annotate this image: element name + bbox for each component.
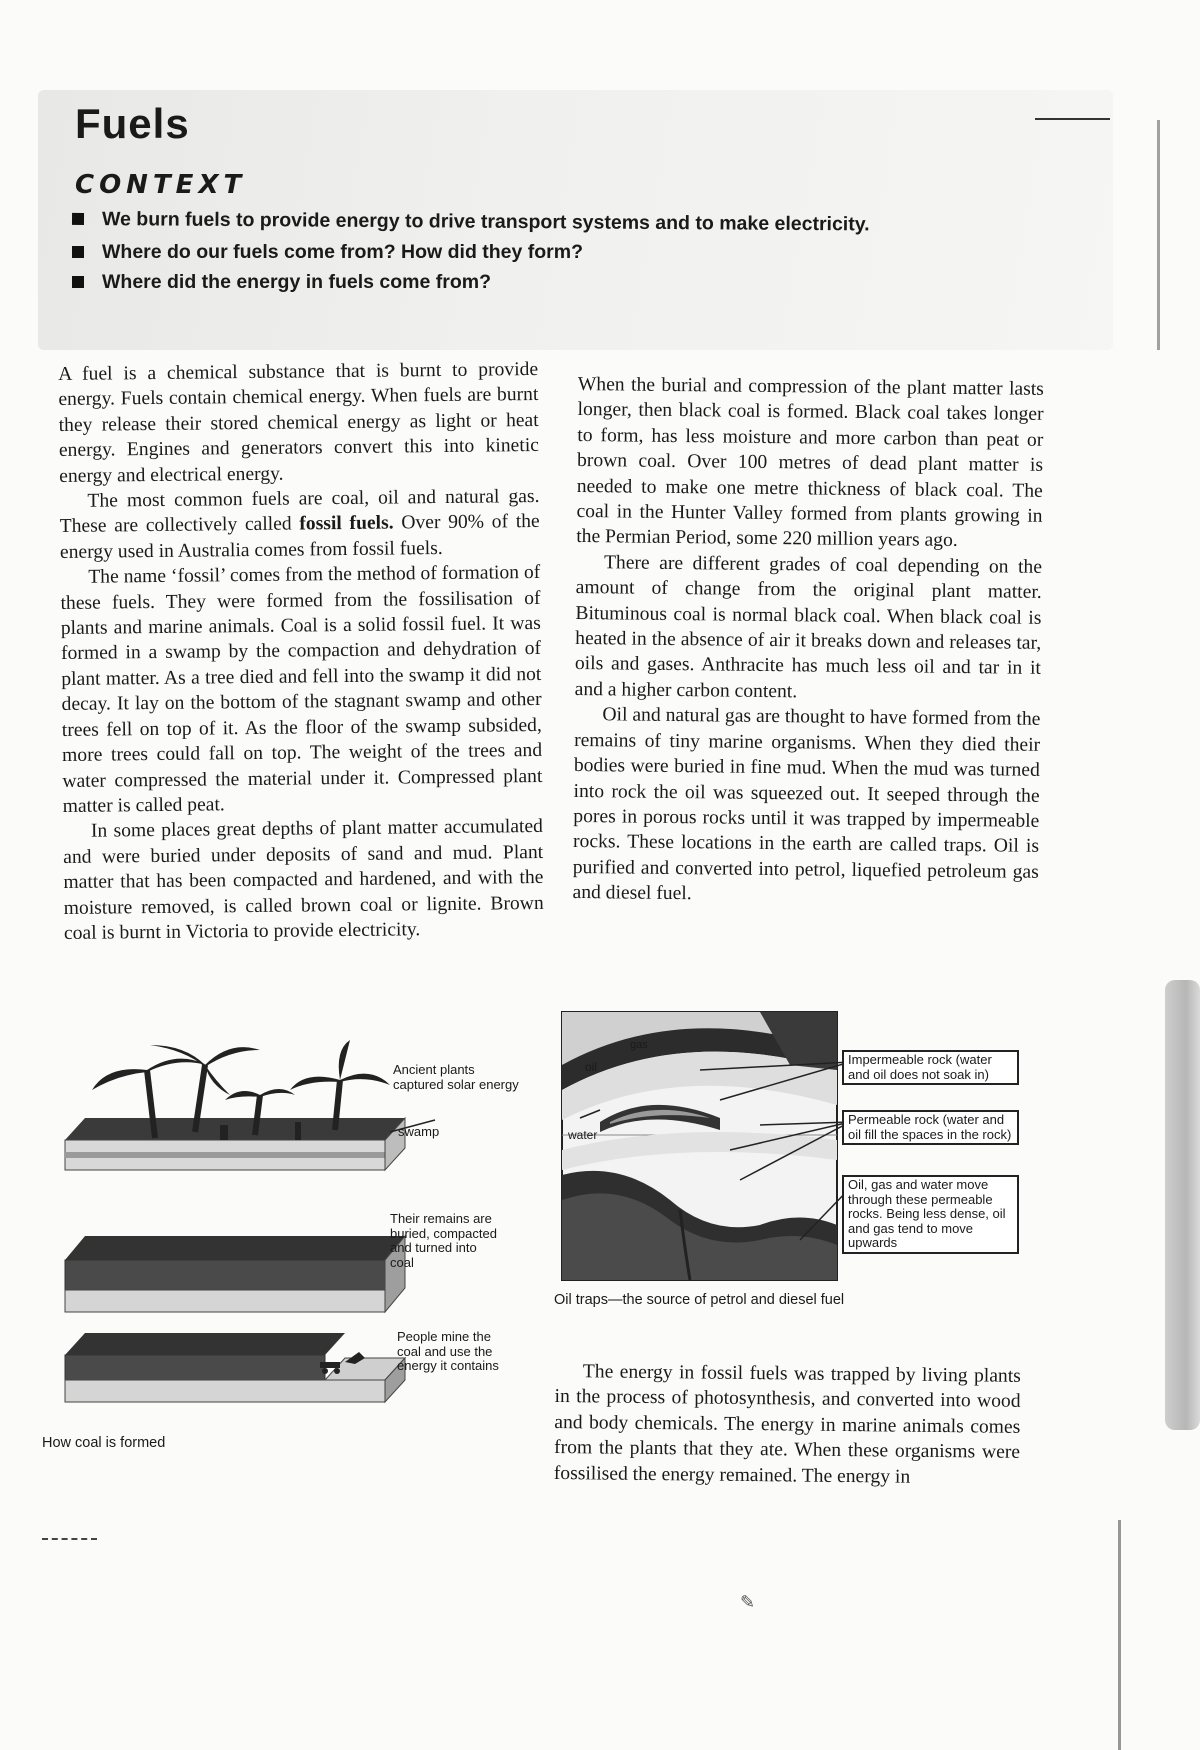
paragraph: A fuel is a chemical substance that is burnt to provide energy. Fuels contain chemical energy. When fuels are burnt they release their stored chemical energy as light or heat energy. Engines and generators convert this into kinetic energy and electrical energy. bbox=[58, 358, 540, 487]
context-bullet: Where did the energy in fuels come from? bbox=[72, 267, 972, 297]
text-column-left bbox=[58, 357, 544, 946]
label-people-mine: People mine the coal and use the energy it contains bbox=[397, 1329, 499, 1373]
context-bullets bbox=[72, 207, 972, 297]
coal-figure-caption: How coal is formed bbox=[42, 1435, 166, 1451]
scan-edge bbox=[1157, 120, 1160, 350]
label-remains-buried: Their remains are buried, compacted and turned into coal bbox=[390, 1211, 497, 1270]
paragraph: There are different grades of coal depending on the amount of change from the original plant matter. Bituminous coal is normal black coal. When black coal is heated in the absence of air it breaks down and releases tar, oils and gases. Anthracite has much less oil and tar in it and a higher carbon content. bbox=[574, 552, 1043, 703]
label-oil-gas-movement: Oil, gas and water move through these permeable rocks. Being less dense, oil and gas tend to move upwards bbox=[842, 1175, 1019, 1254]
key-term: fossil fuels. bbox=[299, 512, 394, 535]
coal-formation-figure bbox=[42, 1040, 525, 1460]
label-water: water bbox=[568, 1128, 598, 1142]
context-heading: CONTEXT bbox=[75, 170, 247, 200]
oil-figure-caption: Oil traps—the source of petrol and diesel fuel bbox=[554, 1292, 845, 1308]
label-impermeable-rock: Impermeable rock (water and oil does not soak in) bbox=[842, 1050, 1019, 1085]
scan-mark bbox=[1035, 118, 1110, 120]
context-bullet: Where do our fuels come from? How did they form? bbox=[72, 237, 972, 267]
paragraph: In some places great depths of plant matter accumulated and were buried under deposits of sand and mud. Plant matter that has been compacted and hardened, and with the moisture removed, is called brown coal or lignite. Brown coal is burnt in Victoria to provide electricity. bbox=[63, 816, 544, 944]
label-ancient-plants: Ancient plants captured solar energy bbox=[393, 1062, 519, 1092]
paragraph: When the burial and compression of the plant matter lasts longer, then black coal is formed. Black coal takes longer to form, has less moisture and more carbon than peat or brown coal. Over 100 metres of dead plant matter is needed to make one metre thickness of black coal. The coal in the Hunter Valley formed from plants growing in the Permian Period, some 220 million years ago. bbox=[576, 373, 1044, 552]
label-permeable-rock: Permeable rock (water and oil fill the spaces in the rock) bbox=[842, 1110, 1019, 1145]
scan-edge bbox=[1118, 1520, 1121, 1750]
paragraph-text: The most common fuels are coal, oil and natural gas. These are collectively called bbox=[59, 485, 540, 538]
footer-mark bbox=[42, 1538, 97, 1540]
text-column-right-lower bbox=[554, 1359, 1021, 1491]
label-gas: gas bbox=[630, 1039, 648, 1051]
scan-edge-blur bbox=[1165, 980, 1200, 1430]
context-bullet: We burn fuels to provide energy to drive transport systems and to make electricity. bbox=[72, 204, 972, 240]
oil-traps-figure bbox=[554, 1010, 1025, 1310]
paragraph: Oil and natural gas are thought to have formed from the remains of tiny marine organisms. When they died their bodies were buried in fine mud. When the mud was turned into rock the oil was squeezed out. It seeped through the pores in porous rocks until it was trapped by impermeable rocks. These locations in the earth are called traps. Oil is purified and converted into petrol, liquefied petroleum gas and diesel fuel. bbox=[572, 704, 1041, 905]
paragraph-text: Over 90% of the energy used in Australia comes from fossil fuels. bbox=[59, 511, 540, 563]
page-title: Fuels bbox=[75, 100, 190, 147]
paragraph bbox=[59, 484, 540, 565]
paragraph: The name ‘fossil’ comes from the method of formation of these fuels. They were formed from the fossilisation of plants and marine animals. Coal is a solid fossil fuel. It was formed in a swamp by the compaction and dehydration of plant matter. As a tree died and fell into the swamp it did not decay. It lay on the bottom of the stagnant swamp and other trees fell on top of it. As the floor of the swamp subsided, more trees could fall on top. The weight of the trees and water compressed the material under it. Compressed plant matter is called peat. bbox=[60, 562, 543, 817]
paragraph: The energy in fossil fuels was trapped by living plants in the process of photosynthesis, and converted into wood and body chemicals. The energy in marine animals comes from the plants that they ate. When these organisms were fossilised the energy remained. The energy in bbox=[553, 1361, 1021, 1488]
scan-smudge: ✎ bbox=[740, 1592, 756, 1612]
label-swamp: swamp bbox=[398, 1124, 440, 1139]
label-oil: oil bbox=[585, 1060, 598, 1074]
text-column-right bbox=[572, 372, 1044, 910]
